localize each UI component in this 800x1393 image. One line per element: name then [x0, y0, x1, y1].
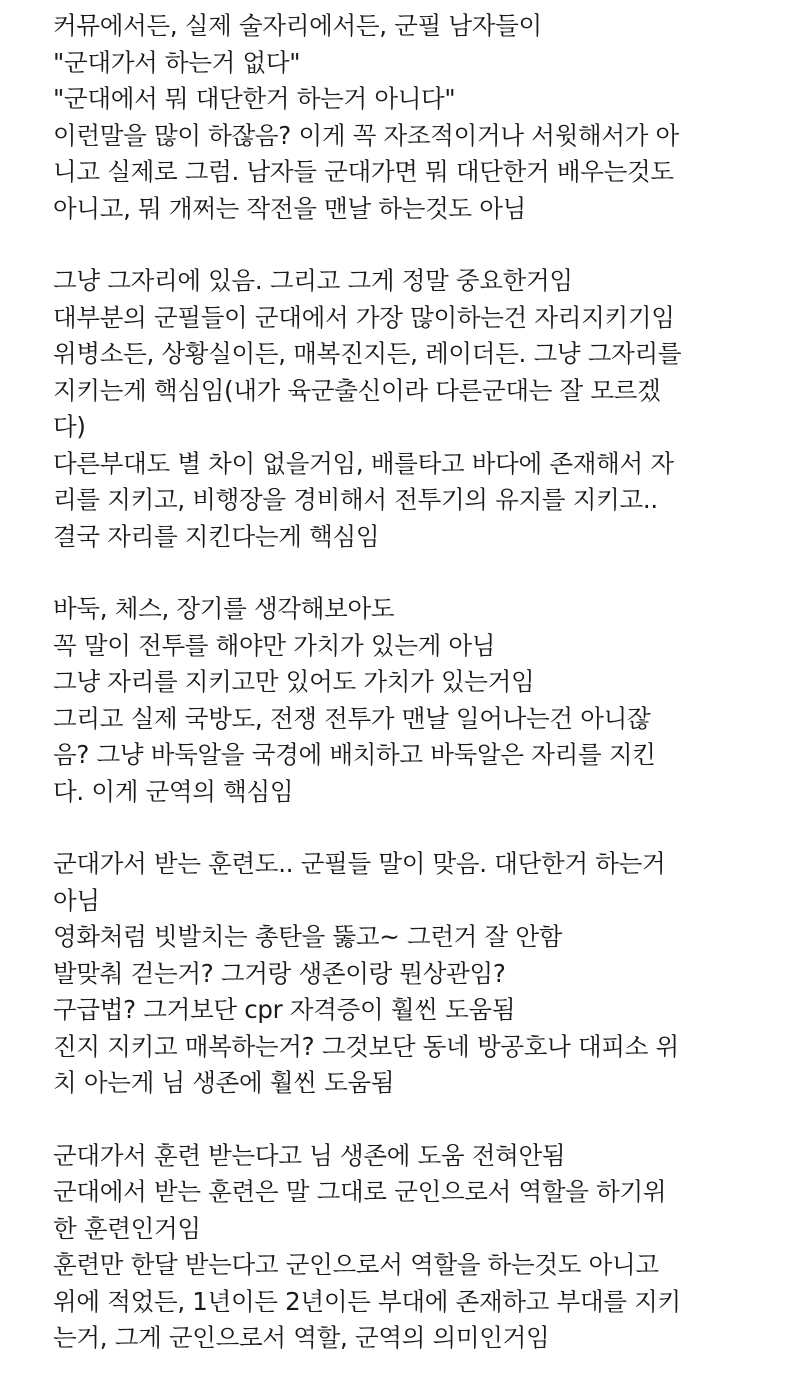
- text-line: 지키는게 핵심임(내가 육군출신이라 다른군대는 잘 모르겠: [53, 375, 661, 405]
- text-line: 아니고, 뭐 개쩌는 작전을 맨날 하는것도 아님: [53, 193, 527, 223]
- text-line: 아님: [53, 885, 100, 915]
- paragraph-5: [53, 1138, 793, 1357]
- text-line: 훈련만 한달 받는다고 군인으로서 역할을 하는것도 아니고: [53, 1250, 659, 1279]
- text-line: 군대가서 받는 훈련도.. 군필들 말이 맞음. 대단한거 하는거: [53, 849, 666, 878]
- text-line: 군대에서 받는 훈련은 말 그대로 군인으로서 역할을 하기위: [53, 1177, 667, 1206]
- paragraph-1: [53, 8, 793, 227]
- post-body: [53, 8, 793, 1393]
- text-line: 결국 자리를 지킨다는게 핵심임: [53, 521, 380, 551]
- text-line: 치 아는게 님 생존에 훨씬 도움됨: [53, 1068, 395, 1097]
- text-line: 는거, 그게 군인으로서 역할, 군역의 의미인거임: [53, 1323, 550, 1352]
- text-line: 발맞춰 걷는거? 그거랑 생존이랑 뭔상관임?: [53, 958, 506, 988]
- text-line: "군대에서 뭐 대단한거 하는거 아니다": [53, 84, 456, 113]
- text-line: 리를 지키고, 비행장을 경비해서 전투기의 유지를 지키고..: [53, 485, 658, 514]
- text-line: 군대가서 훈련 받는다고 님 생존에 도움 전혀안됨: [53, 1140, 566, 1170]
- text-line: 커뮤에서든, 실제 술자리에서든, 군필 남자들이: [53, 11, 542, 40]
- paragraph-2: [53, 263, 793, 555]
- paragraph-3: [53, 591, 793, 810]
- text-line: 영화처럼 빗발치는 총탄을 뚫고~ 그런거 잘 안함: [53, 922, 563, 951]
- text-line: 그리고 실제 국방도, 전쟁 전투가 맨날 일어나는건 아니잖: [53, 703, 651, 733]
- text-line: "군대가서 하는거 없다": [53, 47, 301, 77]
- text-line: 음? 그냥 바둑알을 국경에 배치하고 바둑알은 자리를 지킨: [53, 740, 656, 769]
- text-line: 바둑, 체스, 장기를 생각해보아도: [53, 594, 395, 623]
- text-line: 그냥 자리를 지키고만 있어도 가치가 있는거임: [53, 667, 535, 696]
- text-line: 진지 지키고 매복하는거? 그것보단 동네 방공호나 대피소 위: [53, 1031, 679, 1061]
- text-line: 구급법? 그거보단 cpr 자격증이 훨씬 도움됨: [53, 995, 516, 1024]
- text-line: 다른부대도 별 차이 없을거임, 배를타고 바다에 존재해서 자: [53, 448, 674, 478]
- text-line: 꼭 말이 전투를 해야만 가치가 있는게 아님: [53, 630, 496, 660]
- text-line: 이런말을 많이 하잖음? 이게 꼭 자조적이거나 서윗해서가 아: [53, 120, 679, 150]
- text-line: 한 훈련인거임: [53, 1213, 201, 1243]
- text-line: 니고 실제로 그럼. 남자들 군대가면 뭐 대단한거 배우는것도: [53, 157, 674, 186]
- text-line: 다. 이게 군역의 핵심임: [53, 776, 294, 806]
- text-line: 그냥 그자리에 있음. 그리고 그게 정말 중요한거임: [53, 266, 573, 295]
- text-line: 다): [53, 412, 86, 441]
- text-line: 위에 적었든, 1년이든 2년이든 부대에 존재하고 부대를 지키: [53, 1286, 681, 1316]
- text-line: 대부분의 군필들이 군대에서 가장 많이하는건 자리지키기임: [53, 302, 675, 332]
- paragraph-4: [53, 846, 793, 1102]
- text-line: 위병소든, 상황실이든, 매복진지든, 레이더든. 그냥 그자리를: [53, 339, 682, 368]
